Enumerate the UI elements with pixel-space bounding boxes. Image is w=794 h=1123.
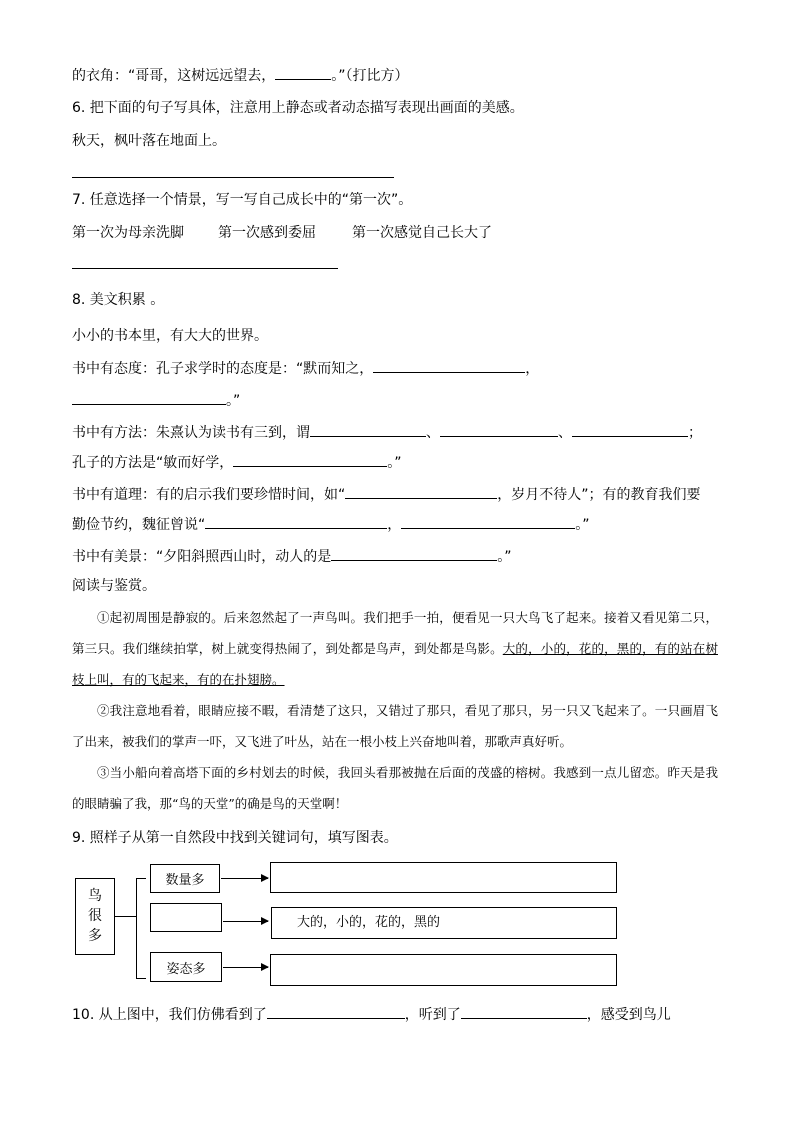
underlined-sentence: 大的，小的，花的，黑的，有的站在树枝上叫，有的飞起来，有的在扑翅膀。 bbox=[72, 641, 718, 687]
arrow-icon bbox=[223, 921, 268, 922]
answer-blank[interactable] bbox=[205, 514, 387, 529]
q6-prompt: 6. 把下面的句子写具体，注意用上静态或者动态描写表现出画面的美感。 bbox=[72, 100, 524, 116]
q7-options bbox=[72, 223, 492, 243]
connector-line bbox=[115, 916, 136, 917]
bracket bbox=[136, 878, 146, 979]
q8-reason-line: 书中有道理：有的启示我们要珍惜时间，如“ ，岁月不待人”；有的教育我们要 bbox=[72, 484, 701, 505]
answer-blank[interactable] bbox=[373, 358, 525, 373]
q8-method-line: 书中有方法：朱熹认为读书有三到，谓 、 、 ； bbox=[72, 422, 702, 443]
q8-intro: 小小的书本里，有大大的世界。 bbox=[72, 328, 268, 344]
answer-box-quantity[interactable] bbox=[270, 862, 617, 893]
answer-blank[interactable] bbox=[310, 422, 426, 437]
root-box: 鸟很多 bbox=[75, 878, 115, 955]
q8-prompt: 8. 美文积累 。 bbox=[72, 292, 165, 308]
q8-attitude-line: 书中有态度：孔子求学时的态度是：“默而知之， ， bbox=[72, 358, 539, 379]
answer-blank[interactable] bbox=[331, 546, 497, 561]
answer-blank[interactable] bbox=[572, 422, 688, 437]
answer-blank[interactable] bbox=[275, 65, 331, 80]
q7-prompt: 7. 任意选择一个情景，写一写自己成长中的“第一次”。 bbox=[72, 192, 413, 208]
q7-answer-line[interactable] bbox=[72, 268, 338, 269]
q7-option: 第一次感到委屈 bbox=[218, 225, 316, 241]
q5-line: 的衣角：“哥哥，这树远远望去， 。”（打比方） bbox=[72, 65, 409, 86]
answer-blank[interactable] bbox=[440, 422, 558, 437]
answer-blank[interactable] bbox=[267, 1004, 405, 1019]
category-box-posture: 姿态多 bbox=[150, 952, 222, 982]
q8-confucius-line: 孔子的方法是“敏而好学， 。” bbox=[72, 452, 402, 473]
q8-frugal-line: 勤俭节约，魏征曾说“ ， 。” bbox=[72, 514, 590, 535]
q7-option: 第一次感觉自己长大了 bbox=[352, 225, 492, 241]
passage-paragraph-2: ②我注意地看着，眼睛应接不暇，看清楚了这只，又错过了那只，看见了那只，另一只又飞起来了。一只画眉飞了出来，被我们的掌声一吓，又飞进了叶丛，站在一根小枝上兴奋地叫着，那歌声真好听。 bbox=[72, 703, 718, 749]
category-box-blank[interactable] bbox=[150, 903, 222, 932]
q6-answer-line[interactable] bbox=[72, 177, 394, 178]
arrow-icon bbox=[223, 967, 268, 968]
q7-option: 第一次为母亲洗脚 bbox=[72, 225, 184, 241]
q8-beauty-line: 书中有美景：“夕阳斜照西山时，动人的是 。” bbox=[72, 546, 512, 567]
answer-blank[interactable] bbox=[72, 390, 226, 405]
arrow-icon bbox=[221, 878, 268, 879]
answer-blank[interactable] bbox=[401, 514, 575, 529]
answer-blank[interactable] bbox=[233, 452, 387, 467]
q10-line: 10. 从上图中，我们仿佛看到了 ，听到了 ，感受到鸟儿 bbox=[72, 1004, 671, 1025]
category-box-quantity: 数量多 bbox=[150, 864, 220, 893]
passage-paragraph-3: ③当小船向着高塔下面的乡村划去的时候，我回头看那被抛在后面的茂盛的榕树。我感到一点儿留恋。昨天是我的眼睛骗了我，那“鸟的天堂”的确是鸟的天堂啊！ bbox=[72, 765, 718, 811]
answer-box-posture[interactable] bbox=[270, 954, 617, 986]
q6-sentence: 秋天，枫叶落在地面上。 bbox=[72, 133, 226, 149]
q9-prompt: 9. 照样子从第一自然段中找到关键词句，填写图表。 bbox=[72, 830, 398, 846]
passage-paragraph-1: ①起初周围是静寂的。后来忽然起了一声鸟叫。我们把手一拍，便看见一只大鸟飞了起来。接着又看见第二只，第三只。我们继续拍掌，树上就变得热闹了，到处都是鸟声，到处都是鸟影。大的，小的，花的，黑的，有的站在树枝上叫，有的飞起来，有的在扑翅膀。 bbox=[72, 610, 718, 687]
answer-blank[interactable] bbox=[461, 1004, 587, 1019]
answer-box-variety: 大的，小的，花的，黑的 bbox=[271, 907, 617, 939]
reading-title: 阅读与鉴赏。 bbox=[72, 578, 156, 594]
q8-attitude-line-2: 。” bbox=[72, 390, 240, 411]
reading-passage bbox=[72, 602, 718, 819]
answer-blank[interactable] bbox=[345, 484, 497, 499]
